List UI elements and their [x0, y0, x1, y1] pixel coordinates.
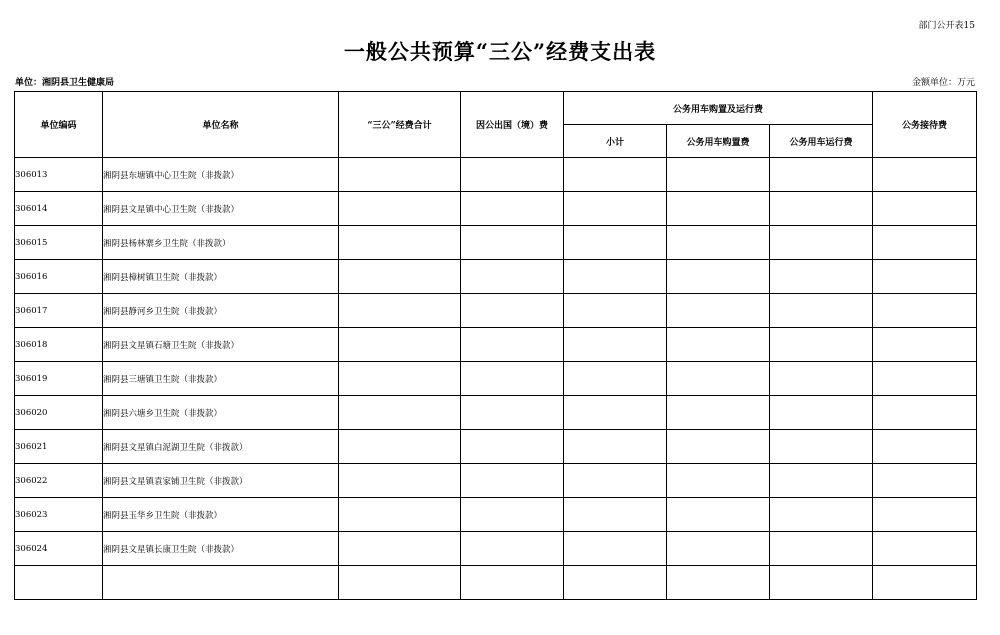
cell-reception [873, 532, 977, 566]
header-vehicle-group: 公务用车购置及运行费 [564, 92, 873, 125]
cell-overseas [461, 396, 564, 430]
cell-unit-code: 306024 [15, 532, 103, 566]
cell-unit-name [103, 566, 339, 600]
cell-reception [873, 328, 977, 362]
table-row [15, 396, 977, 430]
cell-vehicle-purchase [667, 532, 770, 566]
amount-unit: 金额单位：万元 [911, 78, 975, 88]
cell-unit-code: 306021 [15, 430, 103, 464]
cell-reception [873, 362, 977, 396]
cell-total [339, 294, 461, 328]
table-row [15, 430, 977, 464]
cell-vehicle-operation [770, 464, 873, 498]
reporting-unit: 单位：湘阴县卫生健康局 [15, 78, 115, 88]
cell-overseas [461, 362, 564, 396]
cell-vehicle-purchase [667, 328, 770, 362]
cell-vehicle-operation [770, 192, 873, 226]
cell-reception [873, 498, 977, 532]
cell-subtotal [564, 158, 667, 192]
table-row [15, 294, 977, 328]
cell-unit-code [15, 566, 103, 600]
cell-subtotal [564, 294, 667, 328]
cell-unit-code: 306022 [15, 464, 103, 498]
cell-total [339, 498, 461, 532]
header-subtotal: 小计 [564, 125, 667, 158]
cell-subtotal [564, 396, 667, 430]
cell-vehicle-purchase [667, 192, 770, 226]
cell-unit-code: 306016 [15, 260, 103, 294]
cell-reception [873, 464, 977, 498]
cell-vehicle-operation [770, 498, 873, 532]
cell-unit-code: 306018 [15, 328, 103, 362]
cell-unit-name: 湘阴县文星镇中心卫生院（非拨款） [103, 192, 339, 226]
table-row [15, 362, 977, 396]
cell-total [339, 328, 461, 362]
cell-unit-code: 306013 [15, 158, 103, 192]
cell-vehicle-operation [770, 396, 873, 430]
table-row [15, 226, 977, 260]
table-row [15, 158, 977, 192]
header-vehicle-operation: 公务用车运行费 [770, 125, 873, 158]
table-body [15, 158, 977, 600]
cell-overseas [461, 260, 564, 294]
cell-vehicle-operation [770, 328, 873, 362]
cell-reception [873, 430, 977, 464]
cell-total [339, 226, 461, 260]
cell-vehicle-purchase [667, 464, 770, 498]
cell-total [339, 362, 461, 396]
header-unit-code: 单位编码 [15, 92, 103, 158]
cell-vehicle-purchase [667, 430, 770, 464]
cell-vehicle-operation [770, 226, 873, 260]
cell-overseas [461, 226, 564, 260]
cell-subtotal [564, 192, 667, 226]
cell-overseas [461, 430, 564, 464]
cell-subtotal [564, 464, 667, 498]
cell-subtotal [564, 498, 667, 532]
cell-reception [873, 192, 977, 226]
header-overseas: 因公出国（境）费 [461, 92, 564, 158]
cell-unit-code: 306015 [15, 226, 103, 260]
cell-subtotal [564, 328, 667, 362]
cell-vehicle-operation [770, 260, 873, 294]
cell-unit-name: 湘阴县文星镇袁家铺卫生院（非拨款） [103, 464, 339, 498]
cell-total [339, 396, 461, 430]
cell-vehicle-purchase [667, 226, 770, 260]
header-vehicle-purchase: 公务用车购置费 [667, 125, 770, 158]
table-row [15, 260, 977, 294]
cell-vehicle-purchase [667, 566, 770, 600]
cell-total [339, 260, 461, 294]
cell-reception [873, 396, 977, 430]
cell-vehicle-purchase [667, 498, 770, 532]
cell-vehicle-operation [770, 158, 873, 192]
table-row [15, 464, 977, 498]
cell-subtotal [564, 566, 667, 600]
cell-vehicle-operation [770, 362, 873, 396]
header-unit-name: 单位名称 [103, 92, 339, 158]
cell-reception [873, 566, 977, 600]
cell-vehicle-purchase [667, 158, 770, 192]
cell-vehicle-operation [770, 566, 873, 600]
cell-vehicle-operation [770, 430, 873, 464]
table-row [15, 566, 977, 600]
cell-overseas [461, 294, 564, 328]
cell-subtotal [564, 362, 667, 396]
cell-vehicle-purchase [667, 260, 770, 294]
expenditure-table [14, 91, 977, 600]
cell-overseas [461, 328, 564, 362]
cell-unit-code: 306020 [15, 396, 103, 430]
form-number: 部门公开表15 [918, 21, 975, 31]
cell-reception [873, 158, 977, 192]
cell-total [339, 192, 461, 226]
cell-overseas [461, 464, 564, 498]
cell-reception [873, 260, 977, 294]
cell-total [339, 430, 461, 464]
cell-unit-name: 湘阴县玉华乡卫生院（非拨款） [103, 498, 339, 532]
header-total: “三公”经费合计 [339, 92, 461, 158]
cell-overseas [461, 532, 564, 566]
table-row [15, 532, 977, 566]
cell-unit-name: 湘阴县文星镇白泥湖卫生院（非拨款） [103, 430, 339, 464]
table-row [15, 192, 977, 226]
cell-vehicle-purchase [667, 294, 770, 328]
cell-unit-name: 湘阴县文星镇石塘卫生院（非拨款） [103, 328, 339, 362]
table-row [15, 328, 977, 362]
cell-unit-code: 306014 [15, 192, 103, 226]
cell-unit-name: 湘阴县六塘乡卫生院（非拨款） [103, 396, 339, 430]
cell-vehicle-operation [770, 294, 873, 328]
cell-unit-code: 306019 [15, 362, 103, 396]
cell-overseas [461, 498, 564, 532]
cell-total [339, 464, 461, 498]
cell-unit-code: 306023 [15, 498, 103, 532]
table-row [15, 498, 977, 532]
cell-subtotal [564, 260, 667, 294]
cell-overseas [461, 192, 564, 226]
cell-vehicle-purchase [667, 396, 770, 430]
cell-unit-name: 湘阴县东塘镇中心卫生院（非拨款） [103, 158, 339, 192]
cell-subtotal [564, 430, 667, 464]
cell-unit-code: 306017 [15, 294, 103, 328]
cell-subtotal [564, 532, 667, 566]
cell-overseas [461, 158, 564, 192]
cell-reception [873, 294, 977, 328]
cell-unit-name: 湘阴县樟树镇卫生院（非拨款） [103, 260, 339, 294]
cell-unit-name: 湘阴县三塘镇卫生院（非拨款） [103, 362, 339, 396]
cell-overseas [461, 566, 564, 600]
cell-total [339, 158, 461, 192]
cell-vehicle-purchase [667, 362, 770, 396]
cell-vehicle-operation [770, 532, 873, 566]
cell-unit-name: 湘阴县杨林寨乡卫生院（非拨款） [103, 226, 339, 260]
page-title: 一般公共预算“三公”经费支出表 [343, 39, 657, 64]
cell-subtotal [564, 226, 667, 260]
cell-total [339, 566, 461, 600]
header-reception: 公务接待费 [873, 92, 977, 158]
cell-unit-name: 湘阴县静河乡卫生院（非拨款） [103, 294, 339, 328]
cell-reception [873, 226, 977, 260]
cell-unit-name: 湘阴县文星镇长康卫生院（非拨款） [103, 532, 339, 566]
cell-total [339, 532, 461, 566]
